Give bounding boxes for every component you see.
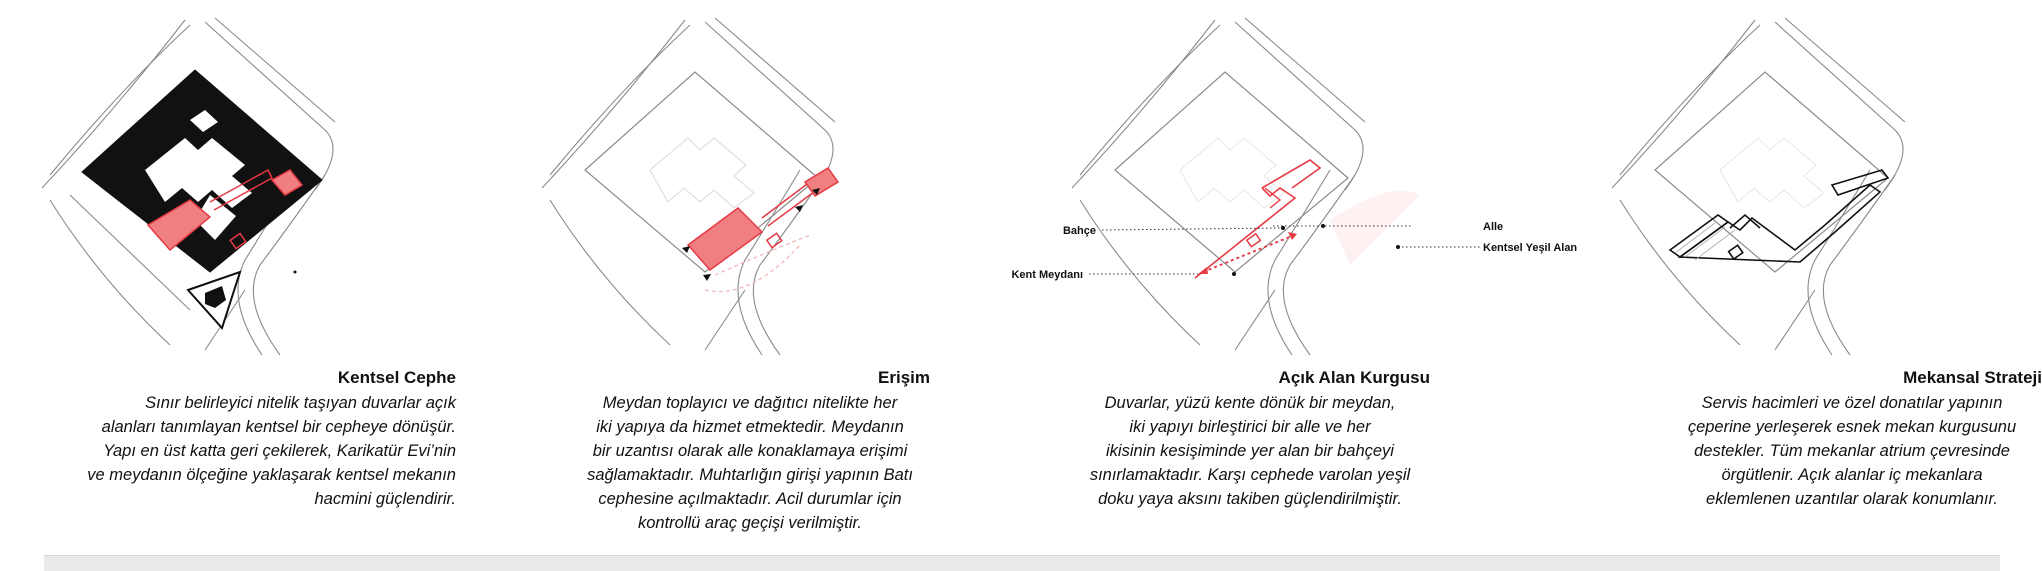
label-kentsel-yesil-alan: Kentsel Yeşil Alan [1483,242,1578,254]
panel-mekansal-strateji [1570,0,2040,560]
caption-mekansal-strateji [1662,368,2042,511]
panel-title: Mekansal Strateji [1903,368,2042,387]
caption-kentsel-cephe [36,368,456,511]
open-space-walls [1195,160,1420,278]
caption-acik-alan-kurgusu [1070,368,1430,511]
label-bahce: Bahçe [1062,225,1096,237]
site-diagram-spatial-strategy [1570,10,1990,360]
site-diagram-open-space [1011,10,1590,360]
leader-lines [1089,226,1480,274]
panel-kentsel-cephe [0,0,470,560]
site-diagram-access [500,10,970,360]
access-plaza [688,168,838,292]
panel-acik-alan-kurgusu [1011,0,1578,560]
panel-title: Açık Alan Kurgusu [1278,368,1430,387]
panel-erisim [500,0,970,560]
site-diagram-urban-facade [0,10,470,360]
caricature-house-lot [188,272,240,328]
service-volumes [1670,170,1888,262]
road-lines [542,18,835,355]
road-lines [1072,18,1365,355]
panel-description: Duvarlar, yüzü kente dönük bir meydan, iki yapıyı birleştirici bir alle ve her ikisinin kesişiminde yer alan bir bahçeyi sınırlamaktadır. Karşı cephede varolan yeşil doku yaya aksını takiben güçlendirilmiştir. [1089,394,1411,508]
bottom-image-strip [44,555,2000,571]
caption-erisim [570,368,930,535]
panel-description: Servis hacimleri ve özel donatılar yapının çeperine yerleşerek esnek mekan kurgusunu destekler. Tüm mekanlar atrium çevresinde örgütlenir. Açık alanlar iç mekanlara eklemlenen uzantılar olarak konumlanır. [1687,394,2017,508]
panel-title: Kentsel Cephe [337,368,456,387]
panel-title: Erişim [878,368,930,387]
panel-description: Meydan toplayıcı ve dağıtıcı nitelikte her iki yapıya da hizmet etmektedir. Meydanın bir uzantısı olarak alle konaklamaya erişimi sağlamaktadır. Muhtarlığın girişi yapının Batı cephesine açılmaktadır. Acil durumlar için kontrollü araç geçişi verilmiştir. [587,394,913,532]
panel-description: Sınır belirleyici nitelik taşıyan duvarlar açık alanları tanımlayan kentsel bir cepheye dönüşür. Yapı en üst katta geri çekilerek, Karikatür Evi’nin ve meydanın ölçeğine yaklaşarak kentsel mekanın hacmini güçlendirir. [87,394,456,508]
label-alle: Alle [1483,221,1504,233]
label-kent-meydani: Kent Meydanı [1011,269,1083,281]
